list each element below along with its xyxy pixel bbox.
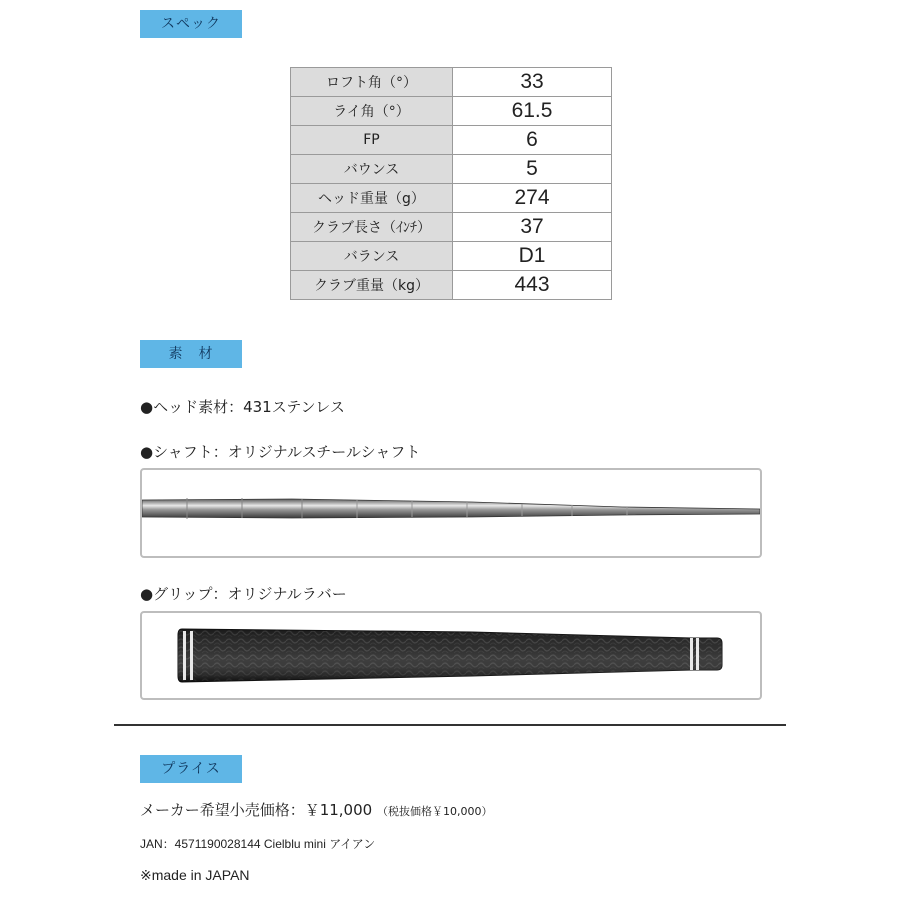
price-section-tag: プライス (140, 755, 242, 783)
table-row (291, 155, 612, 184)
table-row (291, 126, 612, 155)
spec-key: クラブ長さ（ｲﾝﾁ） (291, 213, 453, 242)
spec-value: 33 (453, 68, 612, 97)
grip-image (142, 613, 760, 698)
shaft-material-text: ●シャフト：オリジナルスチールシャフト (140, 443, 421, 461)
spec-value: 6 (453, 126, 612, 155)
shaft-image-frame (140, 468, 762, 558)
section-divider (114, 724, 786, 726)
retail-price-text: メーカー希望小売価格：￥11,000 (140, 801, 373, 819)
spec-key: バランス (291, 242, 453, 271)
spec-key: ロフト角（°） (291, 68, 453, 97)
head-material-text: ●ヘッド素材：431ステンレス (140, 398, 345, 416)
spec-value: 274 (453, 184, 612, 213)
table-row (291, 68, 612, 97)
spec-key: ヘッド重量（g） (291, 184, 453, 213)
shaft-image (142, 470, 760, 556)
retail-price (140, 799, 492, 820)
grip-image-frame (140, 611, 762, 700)
material-section-tag: 素 材 (140, 340, 242, 368)
spec-value: D1 (453, 242, 612, 271)
spec-value: 443 (453, 271, 612, 300)
spec-key: クラブ重量（kg） (291, 271, 453, 300)
spec-key: バウンス (291, 155, 453, 184)
spec-value: 5 (453, 155, 612, 184)
origin-note: ※made in JAPAN (140, 867, 250, 883)
spec-key: FP (291, 126, 453, 155)
table-row (291, 213, 612, 242)
table-row (291, 184, 612, 213)
table-row (291, 242, 612, 271)
grip-material-text: ●グリップ：オリジナルラバー (140, 585, 347, 603)
table-row (291, 271, 612, 300)
spec-value: 61.5 (453, 97, 612, 126)
spec-value: 37 (453, 213, 612, 242)
tax-excluded-price: （税抜価格￥10,000） (376, 805, 493, 818)
spec-table (290, 67, 612, 300)
spec-section-tag: スペック (140, 10, 242, 38)
jan-code: JAN：4571190028144 Cielblu mini アイアン (140, 837, 376, 851)
table-row (291, 97, 612, 126)
spec-key: ライ角（°） (291, 97, 453, 126)
